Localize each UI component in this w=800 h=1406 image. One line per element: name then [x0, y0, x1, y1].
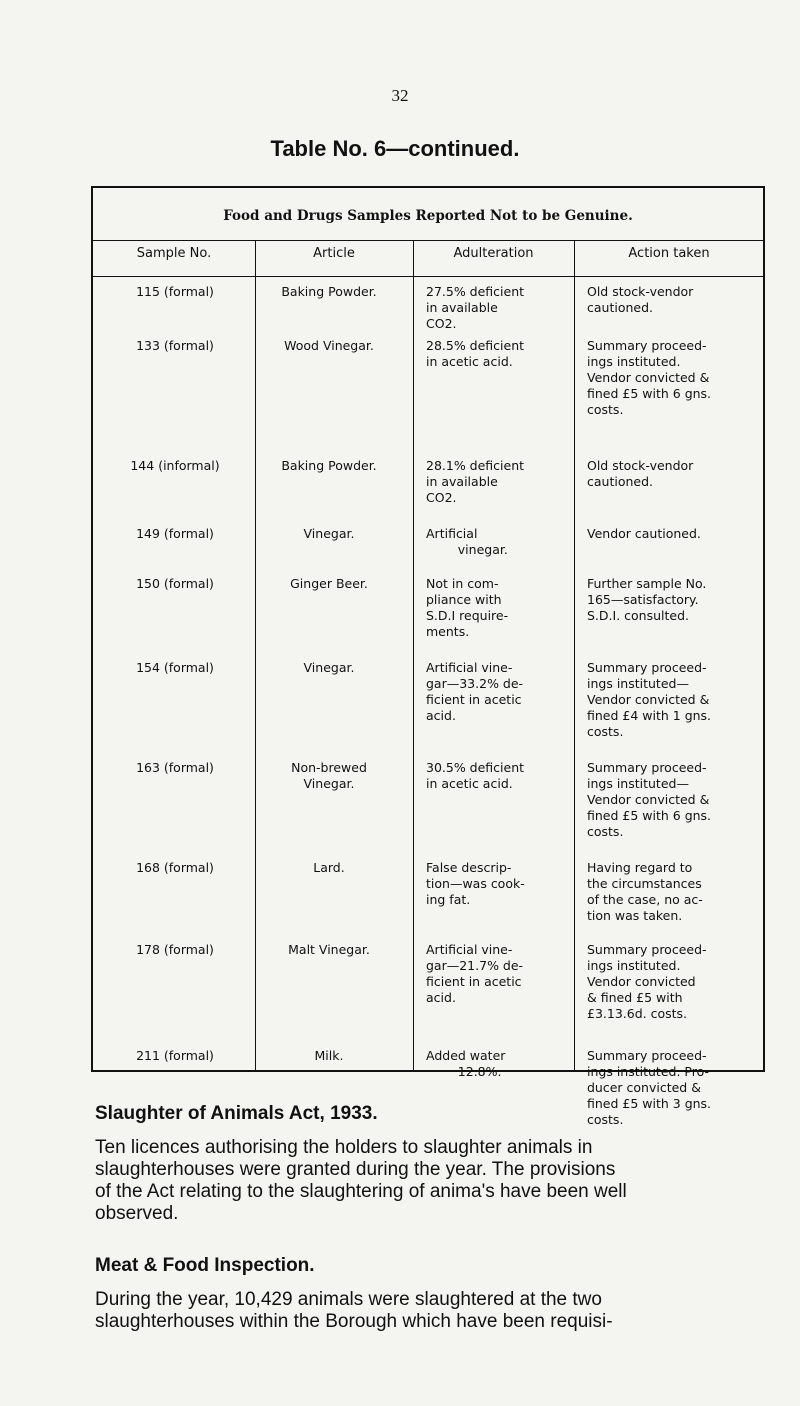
page-number: 32: [391, 86, 409, 105]
header-sample-no: Sample No.: [136, 246, 212, 261]
paragraph-slaughter: Ten licences authorising the holders to slaughter animals in slaughterhouses were granted during the year. The provisions of the Act relating to the slaughtering of anima's have been well observed.: [95, 1137, 627, 1224]
cell-article: Vinegar.: [303, 526, 355, 541]
cell-sample-no: 211 (formal): [136, 1048, 214, 1063]
table-row: [93, 458, 763, 505]
table-row: [93, 284, 763, 331]
cell-article: Baking Powder.: [281, 458, 377, 473]
cell-adulteration: 30.5% deficient in acetic acid.: [426, 760, 525, 791]
table-row: [93, 660, 763, 739]
table-row: [93, 860, 763, 923]
cell-article: Ginger Beer.: [290, 576, 368, 591]
cell-action-taken: Vendor cautioned.: [587, 526, 701, 541]
cell-sample-no: 154 (formal): [136, 660, 214, 675]
cell-adulteration: Added water 12.8%.: [426, 1048, 506, 1079]
cell-adulteration: Artificial vinegar.: [426, 526, 508, 557]
cell-sample-no: 163 (formal): [136, 760, 214, 775]
table-row: [93, 338, 763, 417]
cell-article: Malt Vinegar.: [288, 942, 370, 957]
cell-action-taken: Summary proceed- ings instituted. Vendor convicted & fined £5 with £3.13.6d. costs.: [587, 942, 707, 1021]
table-row: [93, 942, 763, 1021]
cell-adulteration: False descrip- tion—was cook- ing fat.: [426, 860, 525, 907]
cell-adulteration: Not in com- pliance with S.D.I require- ments.: [426, 576, 509, 639]
cell-action-taken: Having regard to the circumstances of the case, no ac- tion was taken.: [587, 860, 703, 923]
cell-sample-no: 178 (formal): [136, 942, 214, 957]
cell-adulteration: Artificial vine- gar—21.7% de- ficient in acetic acid.: [426, 942, 524, 1005]
cell-action-taken: Summary proceed- ings instituted— Vendor convicted & fined £4 with 1 gns. costs.: [587, 660, 712, 739]
header-adulteration: Adulteration: [453, 246, 534, 261]
cell-action-taken: Old stock-vendor cautioned.: [587, 458, 694, 489]
header-bottom-rule: [93, 276, 763, 277]
table-row: [93, 576, 763, 639]
section-heading-slaughter: Slaughter of Animals Act, 1933.: [95, 1103, 378, 1124]
cell-article: Milk.: [314, 1048, 344, 1063]
cell-sample-no: 149 (formal): [136, 526, 214, 541]
cell-action-taken: Summary proceed- ings instituted. Pro- ducer convicted & fined £5 with 3 gns. costs.: [587, 1048, 712, 1127]
cell-article: Baking Powder.: [281, 284, 377, 299]
header-top-rule: [93, 240, 763, 241]
cell-adulteration: 28.5% deficient in acetic acid.: [426, 338, 525, 369]
cell-adulteration: 28.1% deficient in available CO2.: [426, 458, 525, 505]
cell-action-taken: Summary proceed- ings instituted— Vendor convicted & fined £5 with 6 gns. costs.: [587, 760, 712, 839]
cell-article: Vinegar.: [303, 660, 355, 675]
table-title: Table No. 6—continued.: [270, 136, 520, 161]
cell-action-taken: Old stock-vendor cautioned.: [587, 284, 694, 315]
cell-action-taken: Further sample No. 165—satisfactory. S.D.I. consulted.: [587, 576, 707, 623]
cell-sample-no: 115 (formal): [136, 284, 214, 299]
cell-article: Non-brewed Vinegar.: [291, 760, 367, 791]
cell-sample-no: 168 (formal): [136, 860, 214, 875]
cell-action-taken: Summary proceed- ings instituted. Vendor convicted & fined £5 with 6 gns. costs.: [587, 338, 712, 417]
cell-adulteration: Artificial vine- gar—33.2% de- ficient in acetic acid.: [426, 660, 524, 723]
cell-adulteration: 27.5% deficient in available CO2.: [426, 284, 525, 331]
header-action-taken: Action taken: [628, 246, 710, 261]
cell-article: Lard.: [313, 860, 345, 875]
cell-sample-no: 144 (informal): [130, 458, 220, 473]
cell-sample-no: 133 (formal): [136, 338, 214, 353]
section-heading-meat: Meat & Food Inspection.: [95, 1255, 315, 1276]
table-row: [93, 760, 763, 839]
table-caption: Food and Drugs Samples Reported Not to be Genuine.: [223, 208, 633, 224]
header-article: Article: [313, 246, 355, 261]
cell-sample-no: 150 (formal): [136, 576, 214, 591]
cell-article: Wood Vinegar.: [284, 338, 374, 353]
paragraph-meat: During the year, 10,429 animals were slaughtered at the two slaughterhouses within the Borough which have been requisi-: [95, 1289, 613, 1332]
table-row: [93, 526, 763, 557]
